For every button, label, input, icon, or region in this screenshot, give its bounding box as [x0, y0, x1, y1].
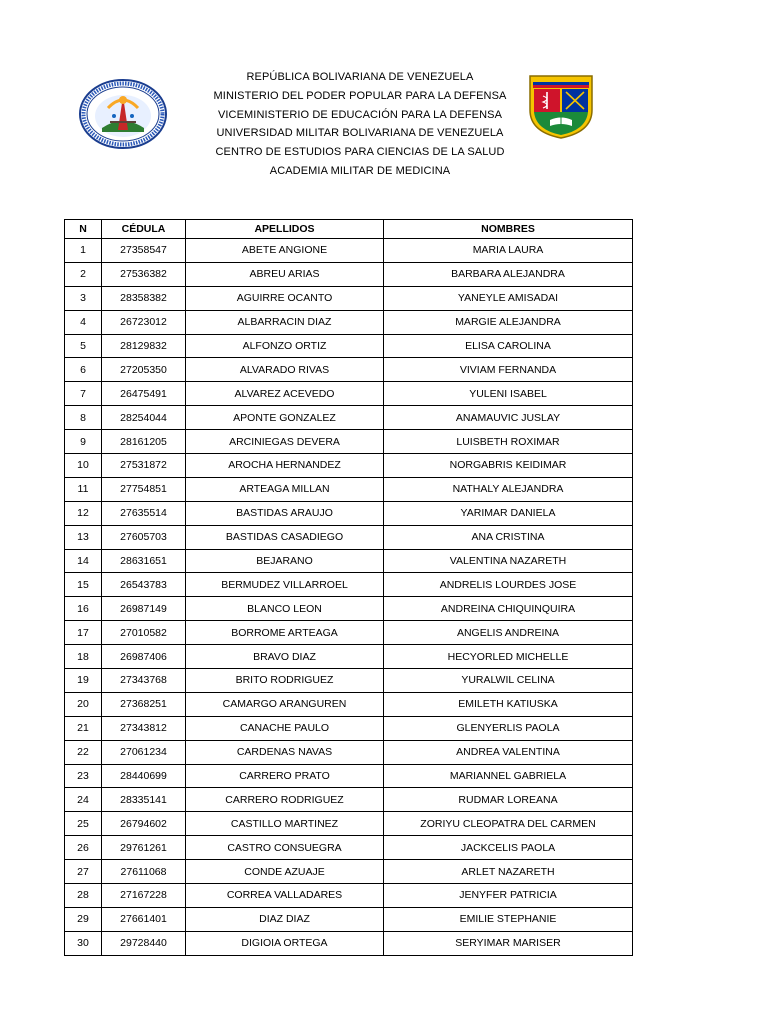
cell-number: 13	[65, 525, 102, 549]
cell-nombres: RUDMAR LOREANA	[384, 788, 633, 812]
cell-nombres: MARIA LAURA	[384, 239, 633, 263]
cell-number: 7	[65, 382, 102, 406]
table-row	[65, 740, 633, 764]
cell-nombres: BARBARA ALEJANDRA	[384, 262, 633, 286]
cell-apellidos: BRITO RODRIGUEZ	[186, 669, 384, 693]
cell-nombres: YARIMAR DANIELA	[384, 501, 633, 525]
cell-apellidos: BRAVO DIAZ	[186, 645, 384, 669]
table-row	[65, 860, 633, 884]
cell-apellidos: CORREA VALLADARES	[186, 884, 384, 908]
table-row	[65, 382, 633, 406]
cell-nombres: ANAMAUVIC JUSLAY	[384, 406, 633, 430]
cell-nombres: ZORIYU CLEOPATRA DEL CARMEN	[384, 812, 633, 836]
header-line-university: UNIVERSIDAD MILITAR BOLIVARIANA DE VENEZUELA	[216, 127, 504, 140]
cell-cedula: 27536382	[102, 262, 186, 286]
header-line-academy: ACADEMIA MILITAR DE MEDICINA	[269, 164, 451, 177]
cell-apellidos: CASTRO CONSUEGRA	[186, 836, 384, 860]
cell-apellidos: DIAZ DIAZ	[186, 907, 384, 931]
cell-cedula: 26475491	[102, 382, 186, 406]
cell-apellidos: CANACHE PAULO	[186, 716, 384, 740]
table-row	[65, 454, 633, 478]
table-row	[65, 477, 633, 501]
cell-number: 27	[65, 860, 102, 884]
cell-nombres: ANDREINA CHIQUINQUIRA	[384, 597, 633, 621]
cell-cedula: 27358547	[102, 239, 186, 263]
cell-nombres: ANDRELIS LOURDES JOSE	[384, 573, 633, 597]
table-row	[65, 310, 633, 334]
cell-cedula: 27531872	[102, 454, 186, 478]
column-header-cedula: CÉDULA	[102, 220, 186, 239]
cell-cedula: 28161205	[102, 430, 186, 454]
cell-apellidos: ARTEAGA MILLAN	[186, 477, 384, 501]
cell-nombres: LUISBETH ROXIMAR	[384, 430, 633, 454]
cell-apellidos: ALVAREZ ACEVEDO	[186, 382, 384, 406]
cell-number: 26	[65, 836, 102, 860]
cell-number: 1	[65, 239, 102, 263]
cell-apellidos: BEJARANO	[186, 549, 384, 573]
table-row	[65, 239, 633, 263]
cell-number: 25	[65, 812, 102, 836]
cell-apellidos: BASTIDAS CASADIEGO	[186, 525, 384, 549]
cell-cedula: 28631651	[102, 549, 186, 573]
cell-apellidos: BERMUDEZ VILLARROEL	[186, 573, 384, 597]
cell-apellidos: CARDENAS NAVAS	[186, 740, 384, 764]
student-roster-table	[64, 219, 633, 956]
cell-cedula: 28129832	[102, 334, 186, 358]
cell-apellidos: ALFONZO ORTIZ	[186, 334, 384, 358]
cell-apellidos: ABETE ANGIONE	[186, 239, 384, 263]
cell-nombres: MARGIE ALEJANDRA	[384, 310, 633, 334]
cell-nombres: JACKCELIS PAOLA	[384, 836, 633, 860]
academy-shield-icon	[526, 72, 596, 140]
cell-number: 6	[65, 358, 102, 382]
table-row	[65, 788, 633, 812]
table-row	[65, 549, 633, 573]
cell-number: 8	[65, 406, 102, 430]
cell-number: 15	[65, 573, 102, 597]
cell-cedula: 27754851	[102, 477, 186, 501]
cell-cedula: 26794602	[102, 812, 186, 836]
cell-nombres: ANA CRISTINA	[384, 525, 633, 549]
cell-apellidos: AROCHA HERNANDEZ	[186, 454, 384, 478]
cell-number: 5	[65, 334, 102, 358]
cell-number: 9	[65, 430, 102, 454]
table-row	[65, 621, 633, 645]
cell-cedula: 29761261	[102, 836, 186, 860]
cell-cedula: 27611068	[102, 860, 186, 884]
cell-nombres: YANEYLE AMISADAI	[384, 286, 633, 310]
cell-number: 30	[65, 931, 102, 955]
cell-nombres: SERYIMAR MARISER	[384, 931, 633, 955]
cell-apellidos: ARCINIEGAS DEVERA	[186, 430, 384, 454]
table-row	[65, 286, 633, 310]
cell-number: 21	[65, 716, 102, 740]
table-row	[65, 812, 633, 836]
cell-number: 18	[65, 645, 102, 669]
column-header-nombres: NOMBRES	[384, 220, 633, 239]
cell-nombres: GLENYERLIS PAOLA	[384, 716, 633, 740]
cell-nombres: ARLET NAZARETH	[384, 860, 633, 884]
cell-nombres: ANGELIS ANDREINA	[384, 621, 633, 645]
column-header-apellidos: APELLIDOS	[186, 220, 384, 239]
cell-number: 20	[65, 692, 102, 716]
cell-cedula: 27061234	[102, 740, 186, 764]
cell-cedula: 27635514	[102, 501, 186, 525]
university-seal-icon	[78, 78, 168, 150]
table-body	[65, 239, 633, 956]
table-row	[65, 430, 633, 454]
cell-cedula: 27205350	[102, 358, 186, 382]
table-row	[65, 669, 633, 693]
column-header-n: N	[65, 220, 102, 239]
table-row	[65, 645, 633, 669]
table-row	[65, 836, 633, 860]
cell-apellidos: CARRERO PRATO	[186, 764, 384, 788]
cell-apellidos: CAMARGO ARANGUREN	[186, 692, 384, 716]
cell-cedula: 28254044	[102, 406, 186, 430]
cell-nombres: ANDREA VALENTINA	[384, 740, 633, 764]
cell-cedula: 28440699	[102, 764, 186, 788]
cell-cedula: 26723012	[102, 310, 186, 334]
table-row	[65, 884, 633, 908]
cell-apellidos: BASTIDAS ARAUJO	[186, 501, 384, 525]
cell-apellidos: CARRERO RODRIGUEZ	[186, 788, 384, 812]
cell-nombres: EMILETH KATIUSKA	[384, 692, 633, 716]
cell-number: 11	[65, 477, 102, 501]
cell-cedula: 27605703	[102, 525, 186, 549]
cell-number: 22	[65, 740, 102, 764]
table-row	[65, 907, 633, 931]
cell-nombres: VIVIAM FERNANDA	[384, 358, 633, 382]
cell-apellidos: BORROME ARTEAGA	[186, 621, 384, 645]
cell-cedula: 26987406	[102, 645, 186, 669]
cell-apellidos: DIGIOIA ORTEGA	[186, 931, 384, 955]
cell-apellidos: CONDE AZUAJE	[186, 860, 384, 884]
table-row	[65, 931, 633, 955]
cell-apellidos: ABREU ARIAS	[186, 262, 384, 286]
cell-number: 29	[65, 907, 102, 931]
cell-cedula: 27010582	[102, 621, 186, 645]
table-header-row	[65, 220, 633, 239]
cell-apellidos: CASTILLO MARTINEZ	[186, 812, 384, 836]
table-row	[65, 525, 633, 549]
cell-number: 24	[65, 788, 102, 812]
cell-number: 10	[65, 454, 102, 478]
header-line-viceministry: VICEMINISTERIO DE EDUCACIÓN PARA LA DEFENSA	[217, 108, 503, 121]
cell-cedula: 27368251	[102, 692, 186, 716]
cell-number: 14	[65, 549, 102, 573]
table-row	[65, 573, 633, 597]
cell-cedula: 28335141	[102, 788, 186, 812]
table-row	[65, 501, 633, 525]
cell-cedula: 28358382	[102, 286, 186, 310]
cell-nombres: MARIANNEL GABRIELA	[384, 764, 633, 788]
cell-cedula: 27343768	[102, 669, 186, 693]
cell-nombres: JENYFER PATRICIA	[384, 884, 633, 908]
institution-header	[190, 68, 530, 181]
cell-nombres: EMILIE STEPHANIE	[384, 907, 633, 931]
cell-number: 3	[65, 286, 102, 310]
table-row	[65, 597, 633, 621]
table-row	[65, 334, 633, 358]
cell-cedula: 27661401	[102, 907, 186, 931]
table-row	[65, 716, 633, 740]
cell-apellidos: ALBARRACIN DIAZ	[186, 310, 384, 334]
cell-apellidos: BLANCO LEON	[186, 597, 384, 621]
table-row	[65, 764, 633, 788]
cell-cedula: 27343812	[102, 716, 186, 740]
cell-number: 23	[65, 764, 102, 788]
cell-cedula: 29728440	[102, 931, 186, 955]
cell-apellidos: APONTE GONZALEZ	[186, 406, 384, 430]
header-line-ministry: MINISTERIO DEL PODER POPULAR PARA LA DEFENSA	[213, 89, 507, 102]
cell-nombres: NORGABRIS KEIDIMAR	[384, 454, 633, 478]
cell-number: 4	[65, 310, 102, 334]
header-line-center: CENTRO DE ESTUDIOS PARA CIENCIAS DE LA SALUD	[215, 146, 505, 159]
cell-apellidos: AGUIRRE OCANTO	[186, 286, 384, 310]
cell-cedula: 26543783	[102, 573, 186, 597]
cell-cedula: 27167228	[102, 884, 186, 908]
cell-apellidos: ALVARADO RIVAS	[186, 358, 384, 382]
cell-nombres: YURALWIL CELINA	[384, 669, 633, 693]
table-row	[65, 406, 633, 430]
cell-nombres: NATHALY ALEJANDRA	[384, 477, 633, 501]
cell-nombres: HECYORLED MICHELLE	[384, 645, 633, 669]
cell-number: 12	[65, 501, 102, 525]
cell-number: 2	[65, 262, 102, 286]
cell-nombres: ELISA CAROLINA	[384, 334, 633, 358]
cell-nombres: VALENTINA NAZARETH	[384, 549, 633, 573]
cell-number: 28	[65, 884, 102, 908]
table-row	[65, 358, 633, 382]
cell-cedula: 26987149	[102, 597, 186, 621]
table-row	[65, 262, 633, 286]
header-line-republic: REPÚBLICA BOLIVARIANA DE VENEZUELA	[246, 71, 474, 83]
table-row	[65, 692, 633, 716]
cell-number: 19	[65, 669, 102, 693]
cell-number: 16	[65, 597, 102, 621]
cell-number: 17	[65, 621, 102, 645]
cell-nombres: YULENI ISABEL	[384, 382, 633, 406]
